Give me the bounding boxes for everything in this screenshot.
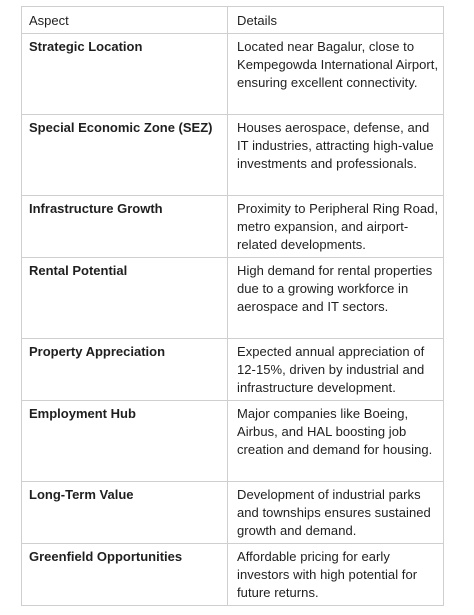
details-cell: Located near Bagalur, close to Kempegowda International Airport, ensuring excellent connectivity. [228,34,444,114]
header-details: Details [228,7,444,33]
table-row [22,34,444,115]
details-cell: Major companies like Boeing, Airbus, and HAL boosting job creation and demand for housing. [228,401,444,481]
aspect-cell: Employment Hub [22,401,228,481]
aspect-cell: Infrastructure Growth [22,196,228,257]
aspect-cell: Rental Potential [22,258,228,338]
details-cell: Houses aerospace, defense, and IT industries, attracting high-value investments and professionals. [228,115,444,195]
details-cell: Affordable pricing for early investors with high potential for future returns. [228,544,444,605]
table-row [22,339,444,401]
aspect-cell: Greenfield Opportunities [22,544,228,605]
details-cell: High demand for rental properties due to a growing workforce in aerospace and IT sectors. [228,258,444,338]
aspect-cell: Strategic Location [22,34,228,114]
table-row [22,401,444,482]
table-row [22,482,444,544]
aspect-cell: Special Economic Zone (SEZ) [22,115,228,195]
aspect-cell: Long-Term Value [22,482,228,543]
table-row [22,115,444,196]
details-cell: Development of industrial parks and townships ensures sustained growth and demand. [228,482,444,543]
details-cell: Expected annual appreciation of 12-15%, driven by industrial and infrastructure development. [228,339,444,400]
table-header-row [22,7,444,34]
details-cell: Proximity to Peripheral Ring Road, metro expansion, and airport-related developments. [228,196,444,257]
table-row [22,544,444,606]
aspect-cell: Property Appreciation [22,339,228,400]
table-row [22,258,444,339]
comparison-table [21,6,444,606]
header-aspect: Aspect [22,7,228,33]
table-row [22,196,444,258]
